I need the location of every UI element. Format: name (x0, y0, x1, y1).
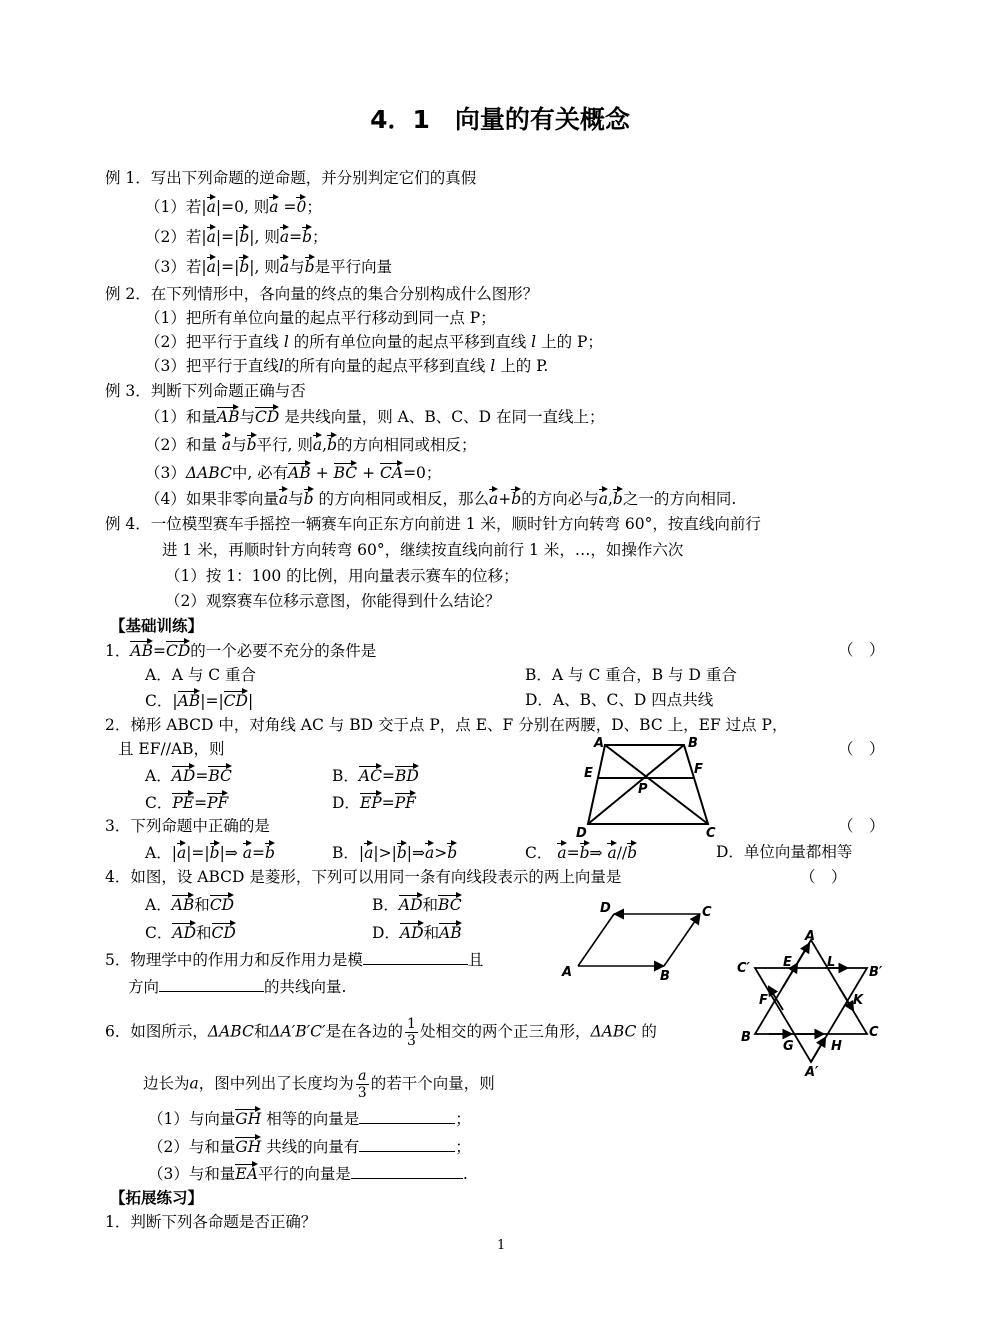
ex4-item-1: （1）按 1：100 的比例，用向量表示赛车的位移； (165, 567, 519, 585)
q6-blank-2[interactable] (359, 1137, 455, 1152)
q4-option-c: C．AD和CD (145, 924, 236, 942)
q4-option-b: B．AD和BC (372, 896, 462, 914)
trapezoid-label-p: P (638, 782, 648, 797)
q4-stem: 4．如图，设 ABCD 是菱形，下列可以用同一条有向线段表示的两上向量是 (105, 868, 622, 886)
q3-option-a: A．|a|=|b|⇒ a=b (145, 844, 275, 862)
trapezoid-label-a: A (594, 736, 605, 751)
ex4-line-1: 例 4．一位模型赛车手摇控一辆赛车向正东方向前进 1 米，顺时针方向转弯 60°，按直线向前行 (105, 515, 761, 533)
hexagram-label-c: C (869, 1025, 879, 1040)
q3-stem: 3．下列命题中正确的是 (105, 817, 270, 835)
q6-line-2: 边长为a，图中列出了长度均为 $\frac{a}{3}$ 的若干个向量，则 (143, 1068, 495, 1101)
hexagram-label-f: F (759, 993, 768, 1008)
q1-option-c: C．|AB|=|CD| (145, 692, 254, 710)
q4-option-d: D．AD和AB (372, 924, 462, 942)
trapezoid-label-b: B (688, 736, 698, 751)
q6-item-3: （3）与和量EA平行的向量是 . (148, 1165, 468, 1183)
q2-option-d: D．EP=PF (332, 794, 416, 812)
q2-option-b: B．AC=BD (332, 767, 419, 785)
rhombus-label-b: B (660, 969, 670, 984)
ex4-item-2: （2）观察赛车位移示意图，你能得到什么结论？ (165, 592, 501, 610)
ext-q1: 1．判断下列各命题是否正确？ (105, 1213, 317, 1231)
q5-blank-2[interactable] (159, 977, 264, 992)
hexagram-label-a-prime: A′ (805, 1065, 819, 1080)
basic-heading: 【基础训练】 (110, 616, 204, 635)
page-number: 1 (497, 1238, 506, 1253)
q3-answer-paren: （ ） (838, 817, 885, 835)
rhombus-figure (560, 900, 720, 984)
q1-option-b: B．A 与 C 重合，B 与 D 重合 (525, 666, 737, 684)
q4-option-a: A．AB和CD (145, 896, 235, 914)
trapezoid-label-e: E (584, 766, 593, 781)
q6-item-2: （2）与和量GH 共线的向量有 ； (148, 1138, 471, 1156)
hexagram-figure (735, 930, 885, 1078)
q1-answer-paren: （ ） (838, 641, 885, 659)
ex4-line-2: 进 1 米，再顺时针方向转弯 60°，继续按直线向前行 1 米，…，如操作六次 (162, 541, 684, 559)
trapezoid-label-d: D (576, 826, 587, 841)
q1-option-a: A．A 与 C 重合 (145, 666, 257, 684)
hexagram-label-c-prime: C′ (737, 961, 750, 976)
q1-stem: 1．AB=CD的一个必要不充分的条件是 (105, 642, 377, 660)
ex3-stem: 例 3．判断下列命题正确与否 (105, 382, 306, 400)
q2-line-2: 且 EF//AB，则 (118, 740, 225, 758)
q6-blank-1[interactable] (359, 1109, 455, 1124)
rhombus-label-c: C (702, 905, 712, 920)
trapezoid-label-c: C (706, 826, 716, 841)
fraction-a-third: $\frac{a}{3}$ (357, 1068, 367, 1101)
hexagram-label-b: B (741, 1030, 751, 1045)
q6-line-1: 6．如图所示，ΔABC和ΔA′B′C′是在各边的 $\frac{1}{3}$ 处相交的两个正三角形，ΔABC 的 (105, 1016, 657, 1049)
q2-option-c: C．PE=PF (145, 794, 229, 812)
trapezoid-figure (576, 733, 728, 841)
q1-option-d: D．A、B、C、D 四点共线 (525, 691, 714, 709)
ex1-item-3: （3）若|a|=|b|, 则a与b是平行向量 (145, 258, 393, 276)
q4-answer-paren: （ ） (800, 868, 847, 886)
q5-line-1: 5．物理学中的作用力和反作用力是模 且 (105, 951, 484, 969)
ex2-stem: 例 2．在下列情形中，各向量的终点的集合分别构成什么图形？ (105, 285, 539, 303)
ex2-item-3: （3）把平行于直线l的所有向量的起点平移到直线 l 上的 P. (145, 357, 549, 375)
ex3-item-3: （3）ΔABC中, 必有AB + BC + CA=0； (145, 464, 442, 482)
ex1-stem: 例 1．写出下列命题的逆命题，并分别判定它们的真假 (105, 169, 477, 187)
ex3-item-4: （4）如果非零向量a与b 的方向相同或相反，那么a+b的方向必与a,b之一的方向相同. (145, 490, 737, 508)
hexagram-label-k: K (853, 993, 864, 1008)
q6-item-1: （1）与向量GH 相等的向量是 ； (148, 1110, 471, 1128)
ex1-item-2: （2）若|a|=|b|, 则a=b； (145, 228, 328, 246)
hexagram-label-l: L (827, 955, 836, 970)
q2-line-1: 2．梯形 ABCD 中，对角线 AC 与 BD 交于点 P，点 E、F 分别在两腰，D、BC 上，EF 过点 P， (105, 716, 788, 734)
ex3-item-2: （2）和量 a与b平行, 则a,b的方向相同或相反； (145, 436, 477, 454)
fraction-one-third: $\frac{1}{3}$ (407, 1016, 416, 1049)
q3-option-b: B．|a|>|b|⇒a>b (332, 844, 458, 862)
hexagram-label-b-prime: B′ (869, 965, 883, 980)
hexagram-label-a: A (805, 929, 816, 944)
ext-heading: 【拓展练习】 (110, 1188, 204, 1207)
ex2-item-1: （1）把所有单位向量的起点平行移动到同一点 P； (145, 309, 496, 327)
hexagram-label-h: H (831, 1039, 842, 1054)
q5-line-2: 方向 的共线向量. (128, 978, 347, 996)
ex2-item-2: （2）把平行于直线 l 的所有单位向量的起点平移到直线 l 上的 P； (145, 333, 603, 351)
hexagram-label-g: G (783, 1039, 794, 1054)
rhombus-label-a: A (562, 965, 573, 980)
page-title: 4．1 向量的有关概念 (370, 105, 630, 134)
rhombus-label-d: D (600, 901, 611, 916)
ex1-item-1: （1）若|a|=0, 则a =0； (145, 198, 322, 216)
q2-option-a: A．AD=BC (145, 767, 232, 785)
q6-blank-3[interactable] (351, 1164, 463, 1179)
ex3-item-1: （1）和量AB与CD 是共线向量，则 A、B、C、D 在同一直线上； (145, 408, 605, 426)
trapezoid-label-f: F (694, 762, 703, 777)
hexagram-label-e: E (783, 955, 792, 970)
q3-option-d: D．单位向量都相等 (716, 843, 853, 861)
q5-blank-1[interactable] (363, 950, 468, 965)
q3-option-c: C． a=b⇒ a//b (525, 844, 638, 862)
q2-answer-paren: （ ） (838, 740, 885, 758)
